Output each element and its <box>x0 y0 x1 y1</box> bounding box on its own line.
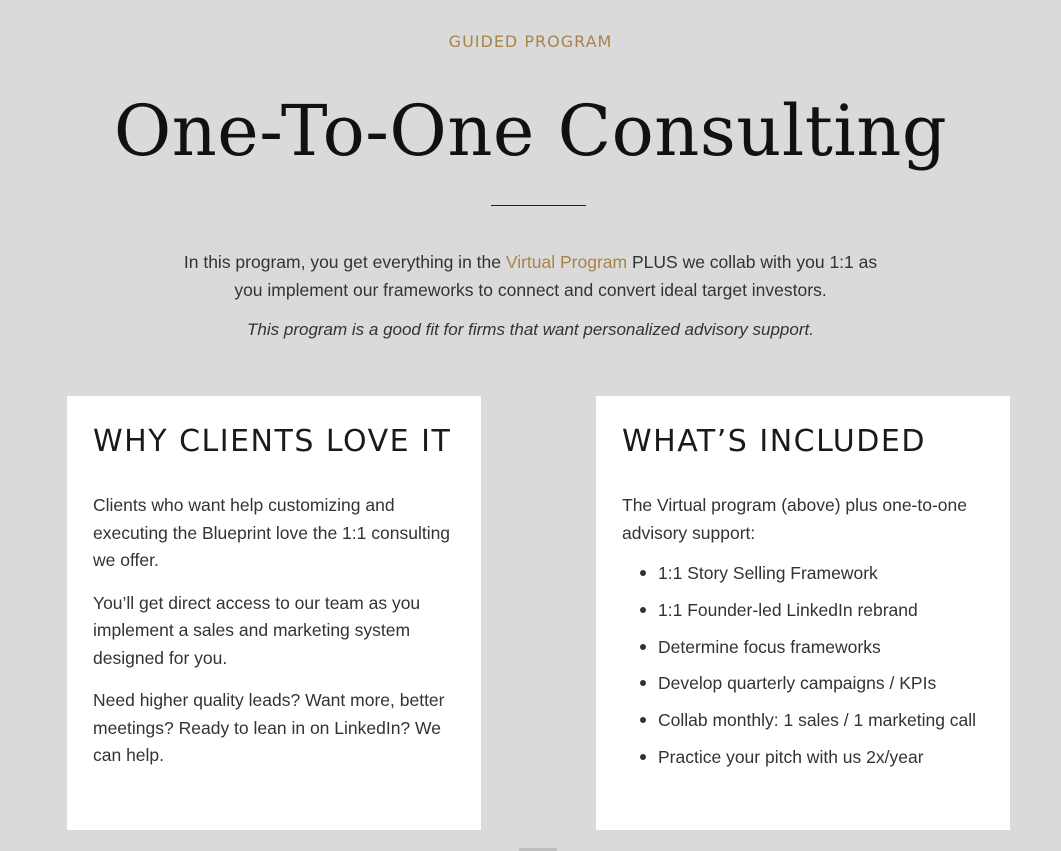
list-item <box>658 599 985 621</box>
bullet-icon <box>640 644 646 650</box>
whats-included-card <box>596 396 1010 830</box>
eyebrow-label: GUIDED PROGRAM <box>448 32 613 51</box>
page-title: One-To-One Consulting <box>113 90 948 172</box>
why-paragraph: You’ll get direct access to our team as you implement a sales and marketing system designed for you. <box>93 592 421 668</box>
list-item-label: 1:1 Founder-led LinkedIn rebrand <box>658 599 918 620</box>
why-clients-card <box>67 396 481 830</box>
whats-included-title: WHAT’S INCLUDED <box>622 424 926 459</box>
title-divider <box>491 205 586 206</box>
list-item <box>658 746 985 768</box>
list-item-label: Practice your pitch with us 2x/year <box>658 746 924 767</box>
virtual-program-link[interactable]: Virtual Program <box>505 252 628 272</box>
bullet-icon <box>640 680 646 686</box>
list-item-label: Collab monthly: 1 sales / 1 marketing call <box>658 710 977 731</box>
why-clients-title: WHY CLIENTS LOVE IT <box>93 424 452 459</box>
bullet-icon <box>640 717 646 723</box>
included-list <box>622 562 985 768</box>
bullet-icon <box>640 570 646 576</box>
list-item-label: 1:1 Story Selling Framework <box>658 563 878 583</box>
bullet-icon <box>640 754 646 760</box>
intro-text-before: In this program, you get everything in the <box>183 252 506 272</box>
fit-note: This program is a good fit for firms that want personalized advisory support. <box>247 320 814 339</box>
intro-text-after: PLUS we collab with you 1:1 as you implement our frameworks to connect and convert ideal target investors. <box>234 252 878 300</box>
list-item <box>658 562 985 584</box>
list-item-label: Develop quarterly campaigns / KPIs <box>658 673 937 694</box>
why-paragraph: Clients who want help customizing and executing the Blueprint love the 1:1 consulting we offer. <box>93 495 451 570</box>
list-item <box>658 709 985 731</box>
why-paragraph: Need higher quality leads? Want more, better meetings? Ready to lean in on LinkedIn? We can help. <box>93 690 445 765</box>
intro-text <box>170 248 891 304</box>
list-item-label: Determine focus frameworks <box>658 636 881 657</box>
included-intro: The Virtual program (above) plus one-to-one advisory support: <box>622 495 968 543</box>
list-item <box>658 636 985 658</box>
list-item <box>658 672 985 694</box>
bullet-icon <box>640 607 646 613</box>
